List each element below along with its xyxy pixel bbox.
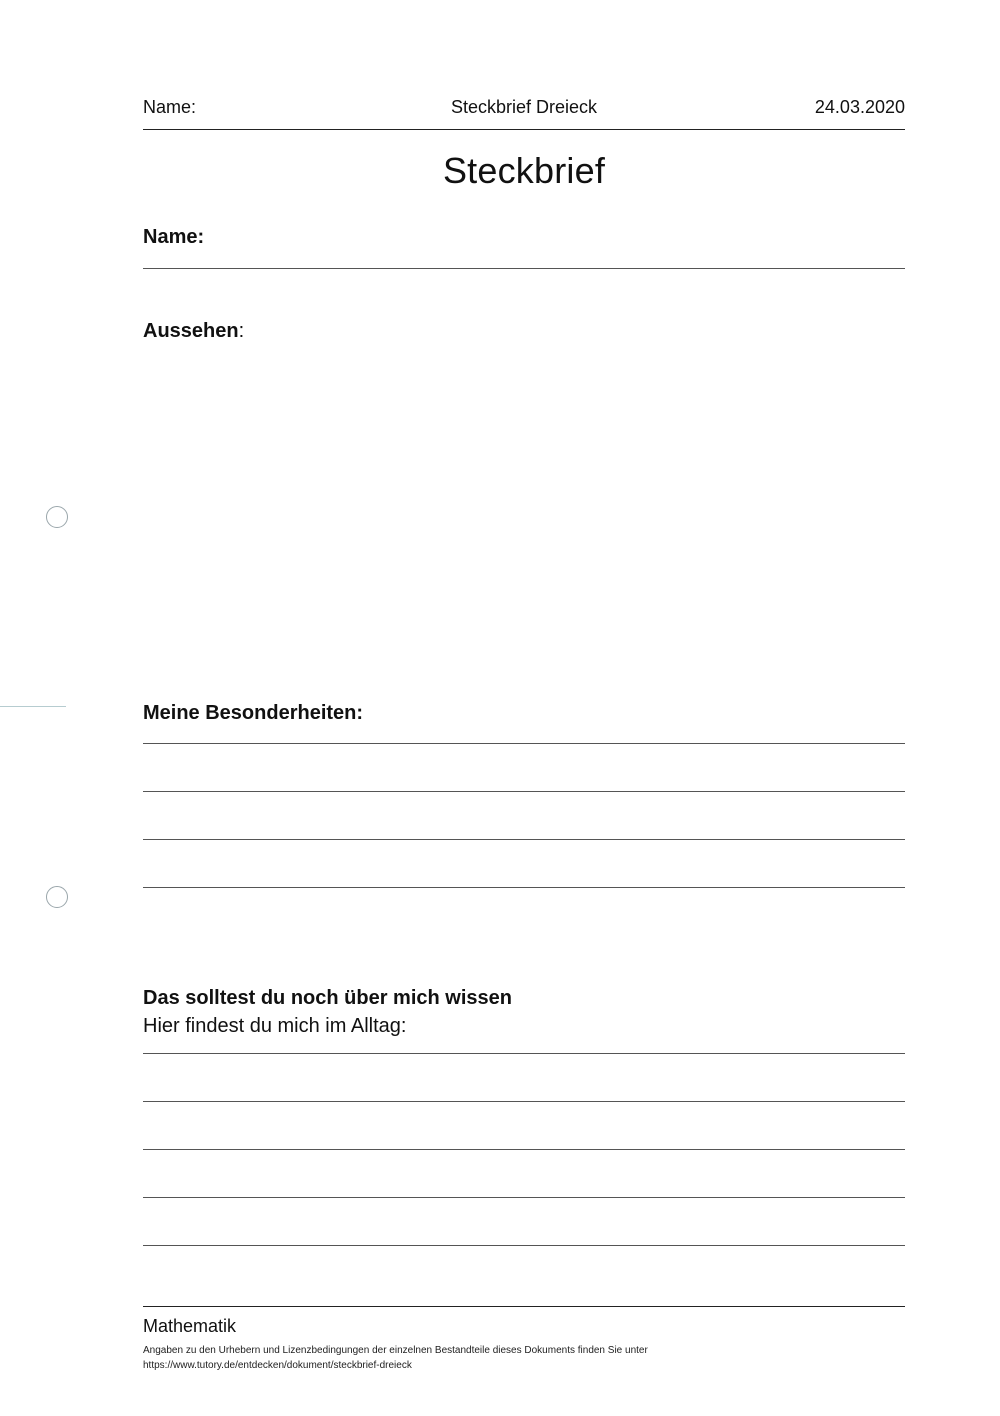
appearance-label: Aussehen (143, 320, 239, 342)
know-label: Das solltest du noch über mich wissen (143, 987, 512, 1009)
know-section-label (143, 985, 512, 1011)
fold-mark (0, 706, 66, 707)
header-divider (143, 129, 905, 130)
everyday-writing-line[interactable] (143, 1197, 905, 1198)
page-title: Steckbrief (442, 150, 606, 191)
everyday-label: Hier findest du mich im Alltag: (143, 1015, 407, 1037)
special-writing-line[interactable] (143, 743, 905, 744)
appearance-colon: : (238, 320, 245, 342)
special-section-label (143, 700, 363, 726)
everyday-writing-line[interactable] (143, 1149, 905, 1150)
footer-subject: Mathematik (143, 1316, 237, 1336)
special-writing-line[interactable] (143, 791, 905, 792)
header-name-label: Name: (143, 97, 197, 117)
header-document-title: Steckbrief Dreieck (450, 97, 598, 117)
name-writing-line[interactable] (143, 268, 905, 269)
appearance-drawing-area[interactable] (143, 350, 905, 680)
name-section-label (143, 224, 204, 250)
footer-license-text: Angaben zu den Urhebern und Lizenzbedingungen der einzelnen Bestandteile dieses Dokuments finden Sie unter (143, 1345, 648, 1356)
special-writing-line[interactable] (143, 887, 905, 888)
footer-license-link[interactable]: https://www.tutory.de/entdecken/dokument/steckbrief-dreieck (143, 1360, 412, 1371)
footer-divider (143, 1306, 905, 1307)
name-label: Name: (143, 226, 205, 248)
everyday-writing-line[interactable] (143, 1245, 905, 1246)
appearance-section-label (143, 318, 244, 344)
header-date: 24.03.2020 (814, 97, 905, 117)
everyday-writing-line[interactable] (143, 1101, 905, 1102)
punch-hole-top (46, 506, 68, 528)
special-label: Meine Besonderheiten: (143, 702, 364, 724)
punch-hole-bottom (46, 886, 68, 908)
special-writing-line[interactable] (143, 839, 905, 840)
everyday-writing-line[interactable] (143, 1053, 905, 1054)
